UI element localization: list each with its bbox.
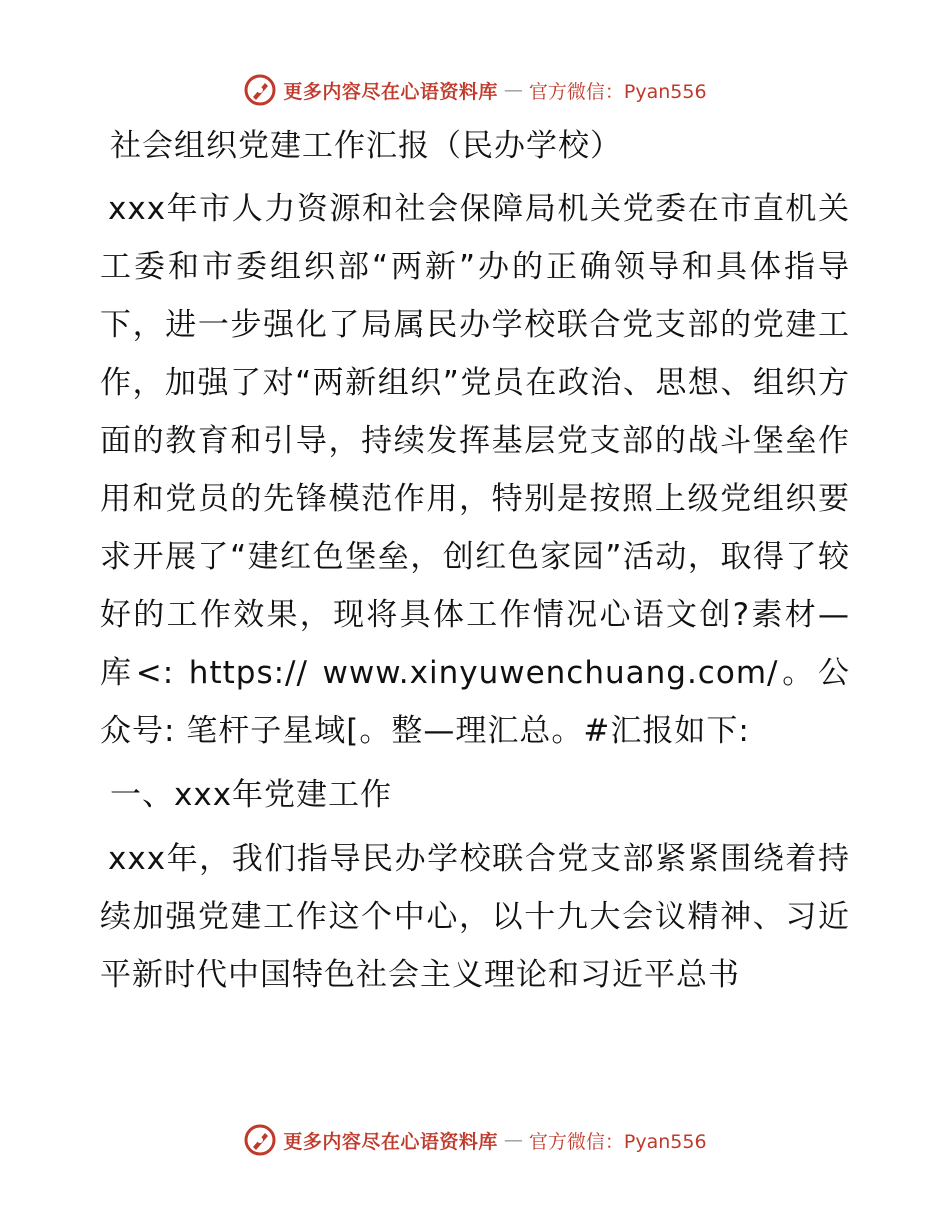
header-watermark-banner: [0, 70, 950, 110]
banner-separator: —: [503, 1129, 523, 1151]
banner-text: 更多内容尽在心语资料库: [283, 80, 498, 103]
banner-separator: —: [503, 79, 523, 101]
footer-watermark-banner: [0, 1120, 950, 1160]
document-title: 社会组织党建工作汇报（民办学校）: [110, 128, 622, 164]
document-body: [100, 118, 850, 1010]
paragraph-section-1: xxx年，我们指导民办学校联合党支部紧紧围绕着持续加强党建工作这个中心，以十九大会议精神、习近平新时代中国特色社会主义理论和习近平总书: [100, 841, 850, 993]
paragraph-intro: xxx年市人力资源和社会保障局机关党委在市直机关工委和市委组织部“两新”办的正确领导和具体指导下，进一步强化了局属民办学校联合党支部的党建工作，加强了对“两新组织”党员在政治、思想、组织方面的教育和引导，持续发挥基层党支部的战斗堡垒作用和党员的先锋模范作用，特别是按照上级党组织要求开展了“建红色堡垒，创红色家园”活动，取得了较好的工作效果，现将具体工作情况心语文创?素材—库<: https:// www.xinyuwenchuang.com/。公众号: 笔杆子星域[。整—理汇总。#汇报如下:: [100, 191, 850, 749]
pen-logo-icon: [243, 73, 277, 107]
banner-wechat: 官方微信：Pyan556: [528, 80, 707, 103]
section-heading: 一、xxx年党建工作: [110, 777, 393, 813]
banner-text: 更多内容尽在心语资料库: [283, 1130, 498, 1153]
banner-wechat: 官方微信：Pyan556: [528, 1130, 707, 1153]
pen-logo-icon: [243, 1123, 277, 1157]
